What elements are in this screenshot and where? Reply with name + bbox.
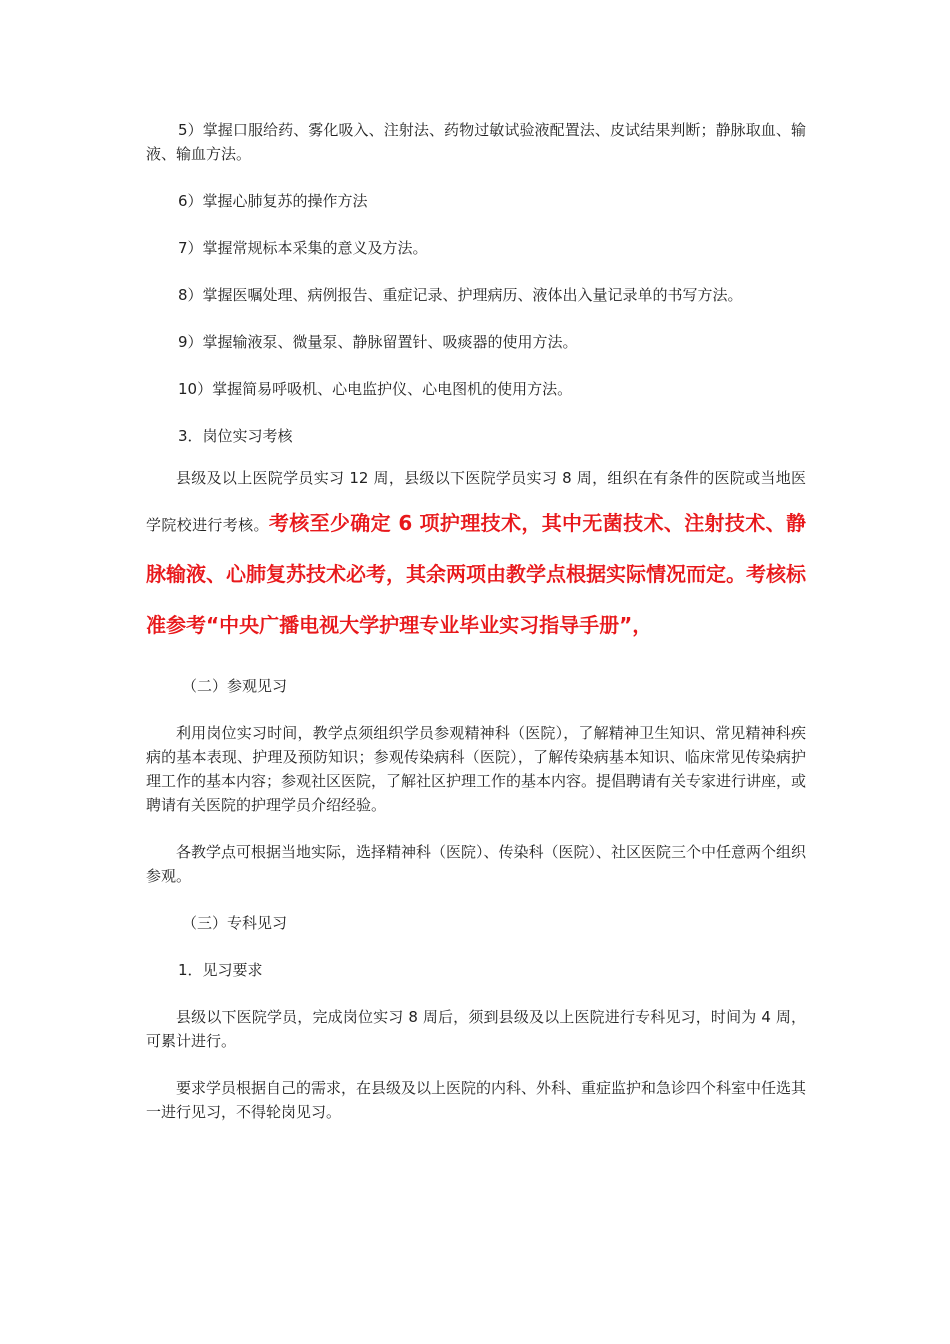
exam-highlight: 考核至少确定 6 项护理技术，其中无菌技术、注射技术、静脉输液、心肺复苏技术必考，其余两项由教学点根据实际情况而定。考核标准参考“中央广播电视大学护理专业毕业实习指导手册”， [146, 511, 806, 637]
visit-paragraph-2: 各教学点可根据当地实际，选择精神科（医院）、传染科（医院）、社区医院三个中任意两个组织参观。 [146, 843, 807, 885]
document-page [146, 118, 806, 1147]
section-heading-exam: 3．岗位实习考核 [178, 427, 293, 445]
exam-paragraph [146, 458, 806, 651]
list-item-8: 8）掌握医嘱处理、病例报告、重症记录、护理病历、液体出入量记录单的书写方法。 [178, 286, 743, 304]
section-heading-requirements: 1．见习要求 [178, 961, 263, 979]
list-item-6: 6）掌握心肺复苏的操作方法 [178, 192, 368, 210]
list-item-10: 10）掌握简易呼吸机、心电监护仪、心电图机的使用方法。 [178, 380, 573, 398]
list-item-7: 7）掌握常规标本采集的意义及方法。 [178, 239, 428, 257]
special-paragraph-1: 县级以下医院学员，完成岗位实习 8 周后，须到县级及以上医院进行专科见习，时间为 4 周，可累计进行。 [146, 1008, 806, 1050]
visit-paragraph-1: 利用岗位实习时间，教学点须组织学员参观精神科（医院），了解精神卫生知识、常见精神科疾病的基本表现、护理及预防知识；参观传染病科（医院），了解传染病基本知识、临床常见传染病护理工作的基本内容；参观社区医院，了解社区护理工作的基本内容。提倡聘请有关专家进行讲座，或聘请有关医院的护理学员介绍经验。 [146, 724, 807, 814]
section-heading-visit: （二）参观见习 [182, 677, 288, 695]
list-item-5: 5）掌握口服给药、雾化吸入、注射法、药物过敏试验液配置法、皮试结果判断；静脉取血、输液、输血方法。 [146, 121, 806, 163]
special-paragraph-2: 要求学员根据自己的需求，在县级及以上医院的内科、外科、重症监护和急诊四个科室中任选其一进行见习，不得轮岗见习。 [146, 1079, 807, 1121]
section-heading-special: （三）专科见习 [182, 914, 288, 932]
exam-text: 县级及以上医院学员实习 12 周，县级以下医院学员实习 8 周，组织在有条件的医院或当地医学院校进行考核。 [146, 469, 806, 534]
list-item-9: 9）掌握输液泵、微量泵、静脉留置针、吸痰器的使用方法。 [178, 333, 578, 351]
